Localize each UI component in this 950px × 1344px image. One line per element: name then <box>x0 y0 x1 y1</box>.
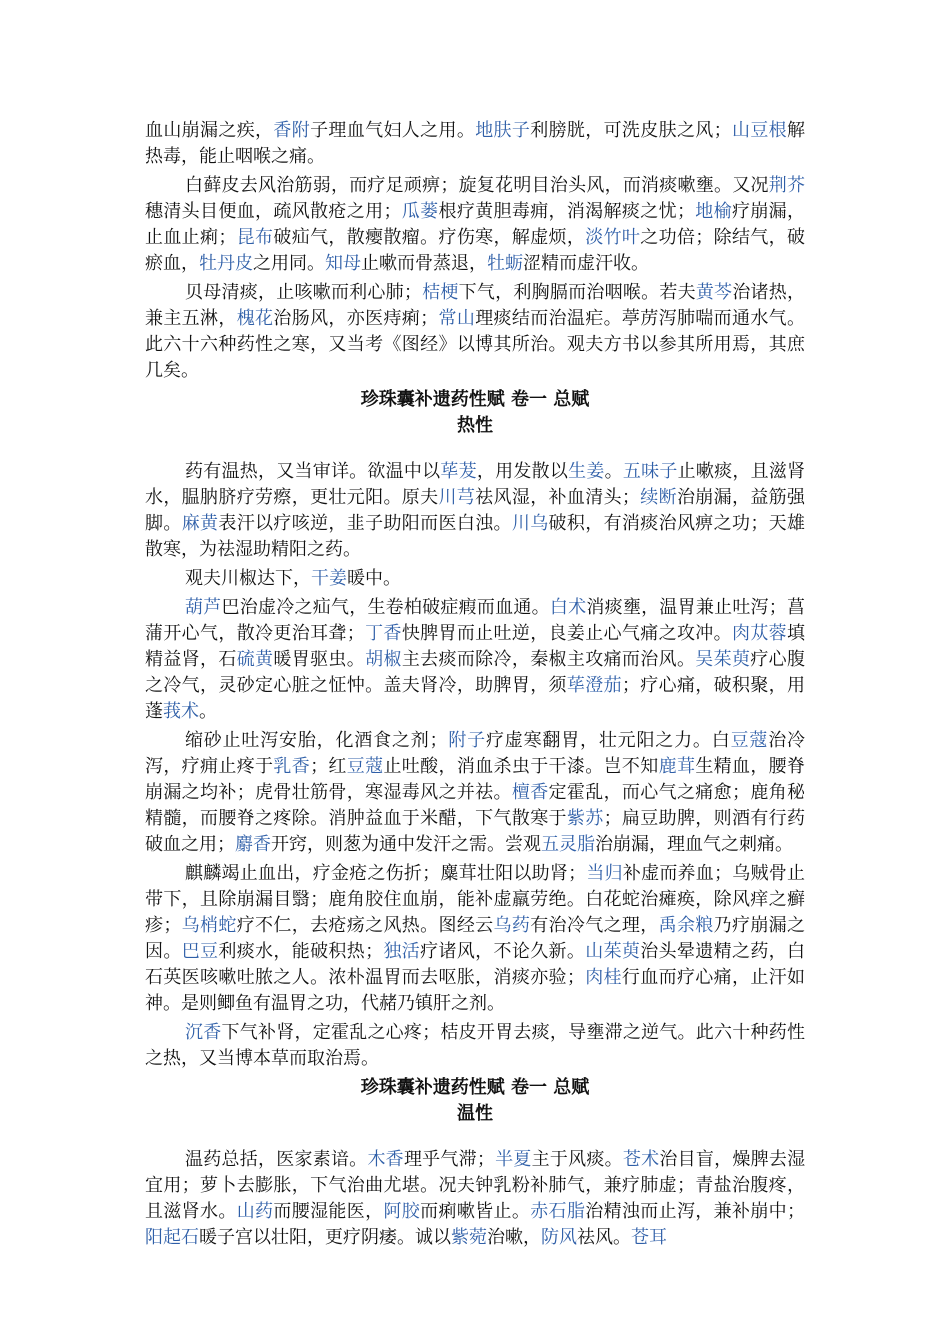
text-segment: 快脾胃而止吐逆，良姜止心气痛之攻冲。 <box>401 623 732 644</box>
text-segment: 补虚而养血；乌贼骨止带下，且除崩漏目翳；鹿角胶住血崩，能补虚羸劳绝。白花蛇治瘫痪，除风痒之癣疹； <box>145 863 806 936</box>
herb-link[interactable]: 豆蔻 <box>730 730 769 751</box>
text-segment: 而腰湿能医， <box>273 1201 384 1222</box>
text-segment: 涩精而虚汗收。 <box>523 253 649 274</box>
herb-link[interactable]: 牡蛎 <box>487 253 523 274</box>
herb-link[interactable]: 苍耳 <box>631 1227 667 1248</box>
herb-link[interactable]: 莪术 <box>163 701 199 722</box>
herb-link[interactable]: 阳起石 <box>145 1227 199 1248</box>
text-segment: 表汗以疗咳逆，韭子助阳而医白浊。 <box>218 513 512 534</box>
herb-link[interactable]: 乌药 <box>493 915 531 936</box>
herb-link[interactable]: 麻黄 <box>181 513 219 534</box>
section-subtitle: 温性 <box>457 1103 493 1124</box>
herb-link[interactable]: 乌梢蛇 <box>181 915 237 936</box>
herb-link[interactable]: 巴豆 <box>181 941 219 962</box>
herb-link[interactable]: 吴茱萸 <box>695 649 751 670</box>
text-segment: 疗虚寒翻胃，壮元阳之力。白 <box>486 730 731 751</box>
herb-link[interactable]: 槐花 <box>236 308 274 329</box>
herb-link[interactable]: 山药 <box>236 1201 274 1222</box>
herb-link[interactable]: 肉桂 <box>584 967 622 988</box>
herb-link[interactable]: 鹿茸 <box>658 756 696 777</box>
herb-link[interactable]: 生姜 <box>568 461 605 482</box>
text-segment: 有治冷气之理， <box>530 915 659 936</box>
text-segment: 治冷泻，疗痈止疼于 <box>145 730 805 777</box>
text-segment: 而痢嗽皆止。 <box>420 1201 531 1222</box>
text-segment: 止嗽痰，且滋肾水，腽肭脐疗劳瘵，更壮元阳。原夫 <box>145 461 806 508</box>
text-segment: 治目盲，燥脾去湿宜用；萝卜去膨胀，下气治曲尤堪。况夫钟乳粉补肺气，兼疗肺虚；青盐治腹疼，且滋肾水。 <box>145 1149 806 1222</box>
herb-link[interactable]: 木香 <box>367 1149 404 1170</box>
text-segment: 疗心腹之冷气，灵砂定心脏之怔忡。盖夫肾冷，助脾胃，须 <box>145 649 806 696</box>
text-segment: 治嗽， <box>487 1227 541 1248</box>
paragraph <box>145 173 805 277</box>
text-segment: 穗清头目便血，疏风散疮之用； <box>145 201 402 222</box>
text-segment: 开窍，则葱为通中发汗之需。尝观 <box>271 834 541 855</box>
text-segment: 血山崩漏之疾， <box>145 120 274 141</box>
herb-link[interactable]: 续断 <box>639 487 677 508</box>
herb-link[interactable]: 肉苁蓉 <box>731 623 788 644</box>
paragraph <box>145 595 805 725</box>
text-segment: 暖子宫以壮阳，更疗阴痿。诚以 <box>199 1227 451 1248</box>
herb-link[interactable]: 沉香 <box>185 1022 222 1043</box>
herb-link[interactable]: 荜澄茄 <box>566 675 622 696</box>
herb-link[interactable]: 川芎 <box>438 487 476 508</box>
text-segment: 。 <box>199 701 217 722</box>
text-segment: 解热毒，能止咽喉之痛。 <box>145 120 806 167</box>
section-subtitle: 热性 <box>457 415 493 436</box>
text-segment: 温药总括，医家素谙。 <box>185 1149 368 1170</box>
herb-link[interactable]: 淡竹叶 <box>585 227 641 248</box>
herb-link[interactable]: 半夏 <box>494 1149 532 1170</box>
paragraph <box>145 280 805 384</box>
herb-link[interactable]: 香附 <box>273 120 311 141</box>
text-segment: ；扁豆助脾，则酒有行药破血之用； <box>145 808 806 855</box>
text-segment: 止嗽而骨蒸退， <box>361 253 487 274</box>
herb-link[interactable]: 地榆 <box>694 201 732 222</box>
herb-link[interactable]: 紫苏 <box>566 808 604 829</box>
text-segment: 理痰结而治温疟。葶苈泻肺喘而通水气。此六十六种药性之寒，又当考《图经》以博其所治。观夫方书以参其所用焉，其庶几矣。 <box>145 308 806 381</box>
herb-link[interactable]: 葫芦 <box>185 597 222 618</box>
herb-link[interactable]: 硫黄 <box>236 649 274 670</box>
text-segment: ，用发散以 <box>476 461 569 482</box>
text-segment: 缩砂止吐泻安胎，化酒食之剂； <box>185 730 448 751</box>
text-segment: 贝母清痰，止咳嗽而利心肺； <box>185 282 422 303</box>
text-segment: 定霍乱，而心气之痛愈；鹿角秘精髓，而腰脊之疼除。消肿益血于米醋，下气散寒于 <box>145 782 806 829</box>
text-segment: 暖中。 <box>347 568 401 589</box>
herb-link[interactable]: 桔梗 <box>421 282 459 303</box>
herb-link[interactable]: 独活 <box>383 941 421 962</box>
text-segment: 破疝气，散瘿散瘤。疗伤寒，解虚烦， <box>273 227 586 248</box>
text-segment: 祛风。 <box>577 1227 631 1248</box>
text-segment: 生精血，腰脊崩漏之均补；虎骨壮筋骨，寒湿毒风之并祛。 <box>145 756 806 803</box>
text-segment: 治精浊而止泻，兼补崩中； <box>585 1201 806 1222</box>
text-segment: 主去痰而除冷，秦椒主攻痛而治风。 <box>401 649 696 670</box>
text-segment: 治头晕遗精之药，白石英医咳嗽吐脓之人。浓朴温胃而去呕胀，消痰亦验； <box>145 941 806 988</box>
text-segment: 破积，有消痰治风痹之功；天雄散寒，为祛湿助精阳之药。 <box>145 513 806 560</box>
herb-link[interactable]: 干姜 <box>311 568 347 589</box>
text-segment: 巴治虚冷之疝气，生卷柏破症瘕而血通。 <box>221 597 550 618</box>
paragraph <box>145 728 805 858</box>
herb-link[interactable]: 山豆根 <box>731 120 788 141</box>
text-segment: 之用同。 <box>253 253 325 274</box>
paragraph <box>145 1020 805 1072</box>
herb-link[interactable]: 苍术 <box>622 1149 660 1170</box>
section-title: 珍珠囊补遗药性赋 卷一 总赋 <box>360 389 590 410</box>
text-segment: 理乎气滞； <box>403 1149 495 1170</box>
text-segment: 主于风痰。 <box>531 1149 623 1170</box>
herb-link[interactable]: 禹余粮 <box>658 915 714 936</box>
text-segment: 治肠风，亦医痔痢； <box>273 308 439 329</box>
herb-link[interactable]: 防风 <box>541 1227 577 1248</box>
text-segment: ；红 <box>310 756 347 777</box>
herb-link[interactable]: 丁香 <box>364 623 402 644</box>
text-segment: ；疗心痛，破积聚，用蓬 <box>145 675 806 722</box>
herb-link[interactable]: 知母 <box>325 253 361 274</box>
text-segment: 乃疗崩漏之因。 <box>145 915 806 962</box>
herb-link[interactable]: 黄芩 <box>695 282 733 303</box>
herb-link[interactable]: 五味子 <box>622 461 678 482</box>
herb-link[interactable]: 常山 <box>438 308 476 329</box>
herb-link[interactable]: 瓜蒌 <box>401 201 439 222</box>
herb-link[interactable]: 五灵脂 <box>541 834 595 855</box>
text-segment: 治崩漏，理血气之刺痛。 <box>595 834 793 855</box>
text-segment: 药有温热，又当审详。欲温中以 <box>185 461 441 482</box>
herb-link[interactable]: 当归 <box>586 863 623 884</box>
herb-link[interactable]: 檀香 <box>511 782 549 803</box>
text-segment: 利膀胱，可洗皮肤之风； <box>530 120 732 141</box>
herb-link[interactable]: 白术 <box>549 597 587 618</box>
herb-link[interactable]: 牡丹皮 <box>199 253 253 274</box>
herb-link[interactable]: 荆芥 <box>768 175 806 196</box>
herb-link[interactable]: 昆布 <box>236 227 274 248</box>
text-segment: 下气补肾，定霍乱之心疼；桔皮开胃去痰，导壅滞之逆气。此六十种药性之热，又当博本草而取治焉。 <box>145 1022 806 1069</box>
document-page <box>145 118 805 1254</box>
herb-link[interactable]: 赤石脂 <box>530 1201 586 1222</box>
text-segment: 。 <box>604 461 623 482</box>
text-segment: 子理血气妇人之用。 <box>310 120 476 141</box>
herb-link[interactable]: 紫菀 <box>451 1227 487 1248</box>
herb-link[interactable]: 阿胶 <box>383 1201 421 1222</box>
herb-link[interactable]: 附子 <box>447 730 486 751</box>
text-segment: 根疗黄胆毒痈，消渴解痰之忧； <box>438 201 695 222</box>
text-segment: 疗诸风，不论久新。 <box>420 941 586 962</box>
herb-link[interactable]: 豆蔻 <box>346 756 384 777</box>
text-segment: 止吐酸，消血杀虫于干漆。岂不知 <box>383 756 659 777</box>
paragraph <box>145 861 805 1017</box>
text-segment: 祛风湿，补血清头； <box>475 487 640 508</box>
text-segment: 治诸热，兼主五淋， <box>145 282 806 329</box>
section-title: 珍珠囊补遗药性赋 卷一 总赋 <box>360 1077 590 1098</box>
text-segment: 之功倍；除结气，破瘀血， <box>145 227 806 274</box>
herb-link[interactable]: 山茱萸 <box>585 941 641 962</box>
text-segment: 填精益肾，石 <box>145 623 806 670</box>
herb-link[interactable]: 荜茇 <box>440 461 477 482</box>
text-segment: 观夫川椒达下， <box>185 568 311 589</box>
herb-link[interactable]: 川乌 <box>511 513 549 534</box>
text-segment: 行血而疗心痛，止汗如神。是则鲫鱼有温胃之功，代赭乃镇肝之剂。 <box>145 967 806 1014</box>
herb-link[interactable]: 地肤子 <box>475 120 531 141</box>
text-segment: 麒麟竭止血出，疗金疮之伤折；麋茸壮阳以助肾； <box>185 863 587 884</box>
herb-link[interactable]: 胡椒 <box>365 649 402 670</box>
text-segment: 下气，利胸膈而治咽喉。若夫 <box>458 282 696 303</box>
text-segment: 白藓皮去风治筋弱，而疗足顽痹；旋复花明目治头风，而消痰嗽壅。又况 <box>185 175 769 196</box>
text-segment: 消痰壅，温胃兼止吐泻；菖蒲开心气，散冷更治耳聋； <box>145 597 806 644</box>
paragraph <box>145 566 805 592</box>
paragraph <box>145 1147 805 1251</box>
herb-link[interactable]: 乳香 <box>273 756 311 777</box>
paragraph <box>145 459 805 563</box>
text-segment: 疗不仁，去疮疡之风热。图经云 <box>236 915 494 936</box>
text-segment: 利痰水，能破积热； <box>218 941 384 962</box>
text-segment: 暖胃驱虫。 <box>273 649 366 670</box>
text-segment: 治崩漏，益筋强脚。 <box>145 487 806 534</box>
text-segment: 疗崩漏，止血止痢； <box>145 201 806 248</box>
herb-link[interactable]: 麝香 <box>235 834 271 855</box>
paragraph <box>145 118 805 170</box>
